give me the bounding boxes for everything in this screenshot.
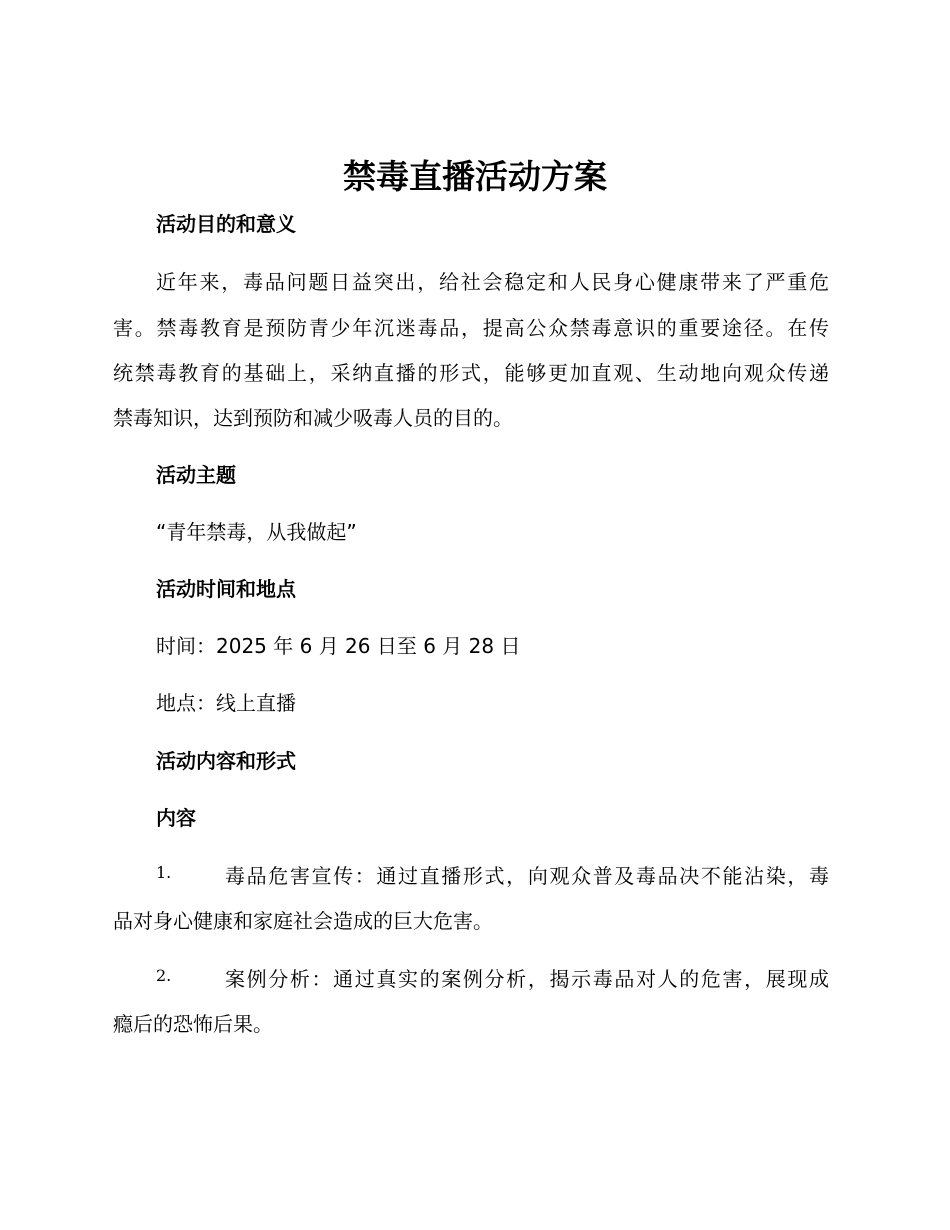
theme-text: “青年禁毒，从我做起” <box>156 520 357 544</box>
place-text: 地点：线上直播 <box>156 691 296 715</box>
list-item-number: 2. <box>156 966 172 985</box>
paragraph-line: 统禁毒教育的基础上，采纳直播的形式，能够更加直观、生动地向观众传递 <box>113 361 829 385</box>
subheading-content: 内容 <box>156 806 196 830</box>
paragraph-line: 近年来，毒品问题日益突出，给社会稳定和人民身心健康带来了严重危 <box>156 270 829 294</box>
paragraph-line: 禁毒知识，达到预防和减少吸毒人员的目的。 <box>113 406 513 430</box>
section-heading-purpose: 活动目的和意义 <box>156 212 296 236</box>
list-item-line: 案例分析：通过真实的案例分析，揭示毒品对人的危害，展现成 <box>225 967 829 991</box>
document-title: 禁毒直播活动方案 <box>343 157 607 196</box>
section-heading-content-format: 活动内容和形式 <box>156 749 296 773</box>
list-item-line: 瘾后的恐怖后果。 <box>113 1012 273 1036</box>
list-item-number: 1. <box>156 863 172 882</box>
list-item-line: 品对身心健康和家庭社会造成的巨大危害。 <box>113 909 493 933</box>
section-heading-time-place: 活动时间和地点 <box>156 577 296 601</box>
paragraph-line: 害。禁毒教育是预防青少年沉迷毒品，提高公众禁毒意识的重要途径。在传 <box>113 316 829 340</box>
list-item-line: 毒品危害宣传：通过直播形式，向观众普及毒品决不能沾染，毒 <box>225 864 829 888</box>
section-heading-theme: 活动主题 <box>156 463 236 487</box>
time-text: 时间：2025 年 6 月 26 日至 6 月 28 日 <box>156 634 521 658</box>
